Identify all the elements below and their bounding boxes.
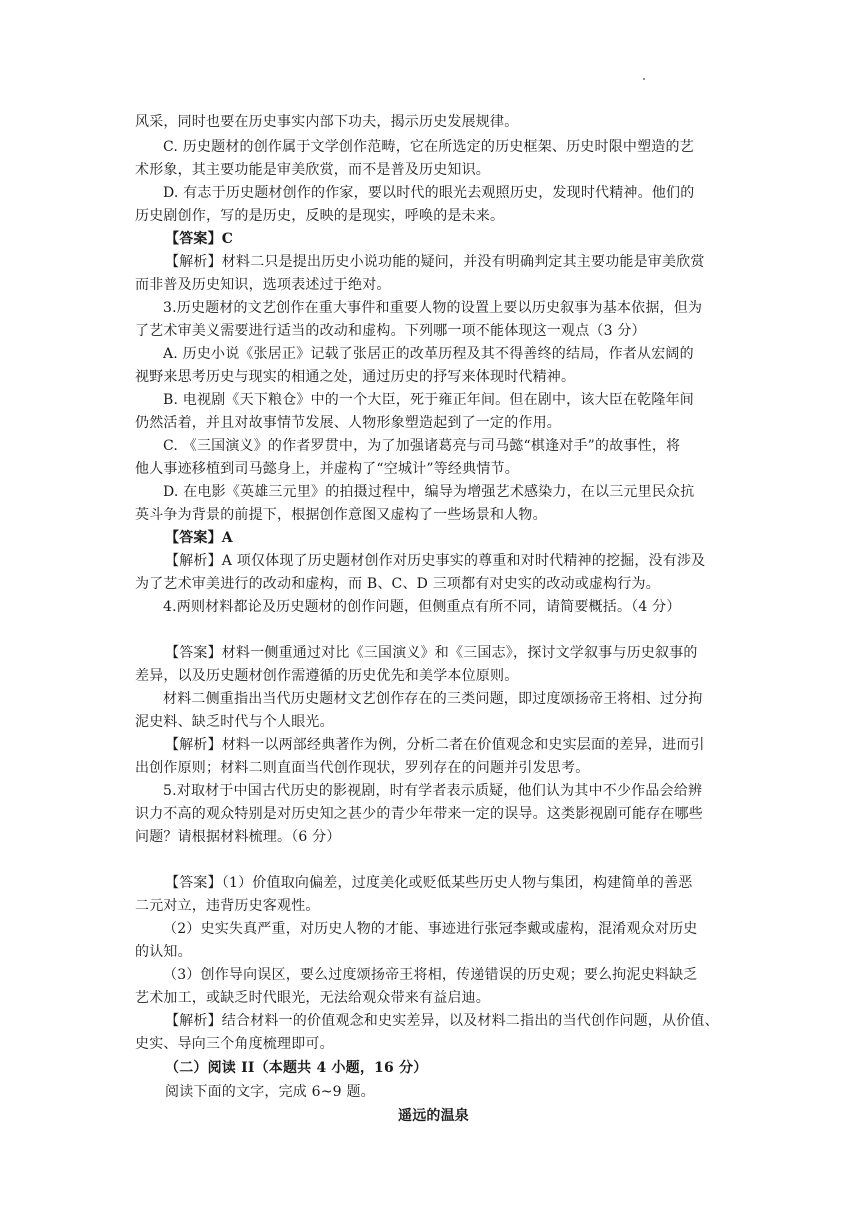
text-line: 材料二侧重指出当代历史题材文艺创作存在的三类问题，即过度颂扬帝王将相、过分拘 [163,691,703,707]
option-c-line: C. 《三国演义》的作者罗贯中，为了加强诸葛亮与司马懿“棋逢对手”的故事性，将 [163,438,681,454]
text-line: （2）史实失真严重，对历史人物的才能、事迹进行张冠李戴或虚构，混淆观众对历史 [163,921,698,937]
analysis-line: 【解析】材料二只是提出历史小说功能的疑问，并没有明确判定其主要功能是审美欣赏 [165,254,705,270]
option-c-line: C. 历史题材的创作属于文学创作范畴，它在所选定的历史框架、历史时限中塑造的艺 [163,139,694,155]
answer-line: 【答案】材料一侧重通过对比《三国演义》和《三国志》，探讨文学叙事与历史叙事的 [165,645,698,661]
text-line: 为了艺术审美进行的改动和虚构，而 B、C、D 三项都有对史实的改动或虚构行为。 [135,576,660,592]
option-b-line: B. 电视剧《天下粮仓》中的一个大臣，死于雍正年间。但在剧中，该大臣在乾隆年间 [163,392,694,408]
text-line: 风采，同时也要在历史事实内部下功夫，揭示历史发展规律。 [135,114,519,130]
text-line: 了艺术审美义需要进行适当的改动和虚构。下列哪一项不能体现这一观点（3 分） [135,323,646,339]
scan-dot [643,78,645,80]
question-5-line: 5.对取材于中国古代历史的影视剧，时有学者表示质疑，他们认为其中不少作品会给辨 [163,783,703,799]
answer-line: 【答案】C [165,231,234,247]
answer-line: 【答案】（1）价值取向偏差，过度美化或贬低某些历史人物与集团，构建简单的善恶 [165,875,693,891]
text-line: 问题？请根据材料梳理。（6 分） [135,829,341,845]
text-line: 术形象，其主要功能是审美欣赏，而不是普及历史知识。 [135,162,490,178]
text-line: 泥史料、缺乏时代与个人眼光。 [135,714,334,730]
text-line: 出创作原则；材料二则直面当代创作现状，罗列存在的问题并引发思考。 [135,760,590,776]
instruction-line: 阅读下面的文字，完成 6~9 题。 [165,1084,375,1100]
analysis-line: 【解析】结合材料一的价值观念和史实差异，以及材料二指出的当代创作问题，从价值、 [165,1013,719,1029]
text-line: 英斗争为背景的前提下，根据创作意图又虚构了一些场景和人物。 [135,507,547,523]
text-line: 他人事迹移植到司马懿身上，并虚构了“空城计”等经典情节。 [135,461,519,477]
text-line: 历史剧创作，写的是历史，反映的是现实，呼唤的是未来。 [135,208,505,224]
text-line: 的认知。 [135,944,192,960]
text-line: （3）创作导向误区，要么过度颂扬帝王将相，传递错误的历史观；要么拘泥史料缺乏 [163,967,698,983]
text-line: 二元对立，违背历史客观性。 [135,898,320,914]
option-d-line: D. 有志于历史题材创作的作家，要以时代的眼光去观照历史，发现时代精神。他们的 [163,185,695,201]
text-line: 艺术加工，或缺乏时代眼光，无法给观众带来有益启迪。 [135,990,490,1006]
question-3-line: 3.历史题材的文艺创作在重大事件和重要人物的设置上要以历史叙事为基本依据，但为 [163,300,703,316]
analysis-line: 【解析】A 项仅体现了历史题材创作对历史事实的尊重和对时代精神的挖掘，没有涉及 [165,553,706,569]
option-d-line: D. 在电影《英雄三元里》的拍摄过程中，编导为增强艺术感染力，在以三元里民众抗 [163,484,695,500]
text-line: 仍然活着，并且对故事情节发展、人物形象塑造起到了一定的作用。 [135,415,561,431]
section-heading: （二）阅读 II（本题共 4 小题，16 分） [165,1060,428,1076]
analysis-line: 【解析】材料一以两部经典著作为例，分析二者在价值观念和史实层面的差异，进而引 [165,737,705,753]
passage-title: 遥远的温泉 [398,1108,469,1124]
text-line: 识力不高的观众特别是对历史知之甚少的青少年带来一定的误导。这类影视剧可能存在哪些 [135,806,703,822]
text-line: 而非普及历史知识，选项表述过于绝对。 [135,277,391,293]
option-a-line: A. 历史小说《张居正》记载了张居正的改革历程及其不得善终的结局，作者从宏阔的 [163,346,694,362]
answer-line: 【答案】A [165,530,233,546]
question-4-line: 4.两则材料都论及历史题材的创作问题，但侧重点有所不同，请简要概括。（4 分） [163,599,681,615]
text-line: 史实、导向三个角度梳理即可。 [135,1036,334,1052]
text-line: 差异，以及历史题材创作需遵循的历史优先和美学本位原则。 [135,668,519,684]
text-line: 视野来思考历史与现实的相通之处，通过历史的抒写来体现时代精神。 [135,369,576,385]
